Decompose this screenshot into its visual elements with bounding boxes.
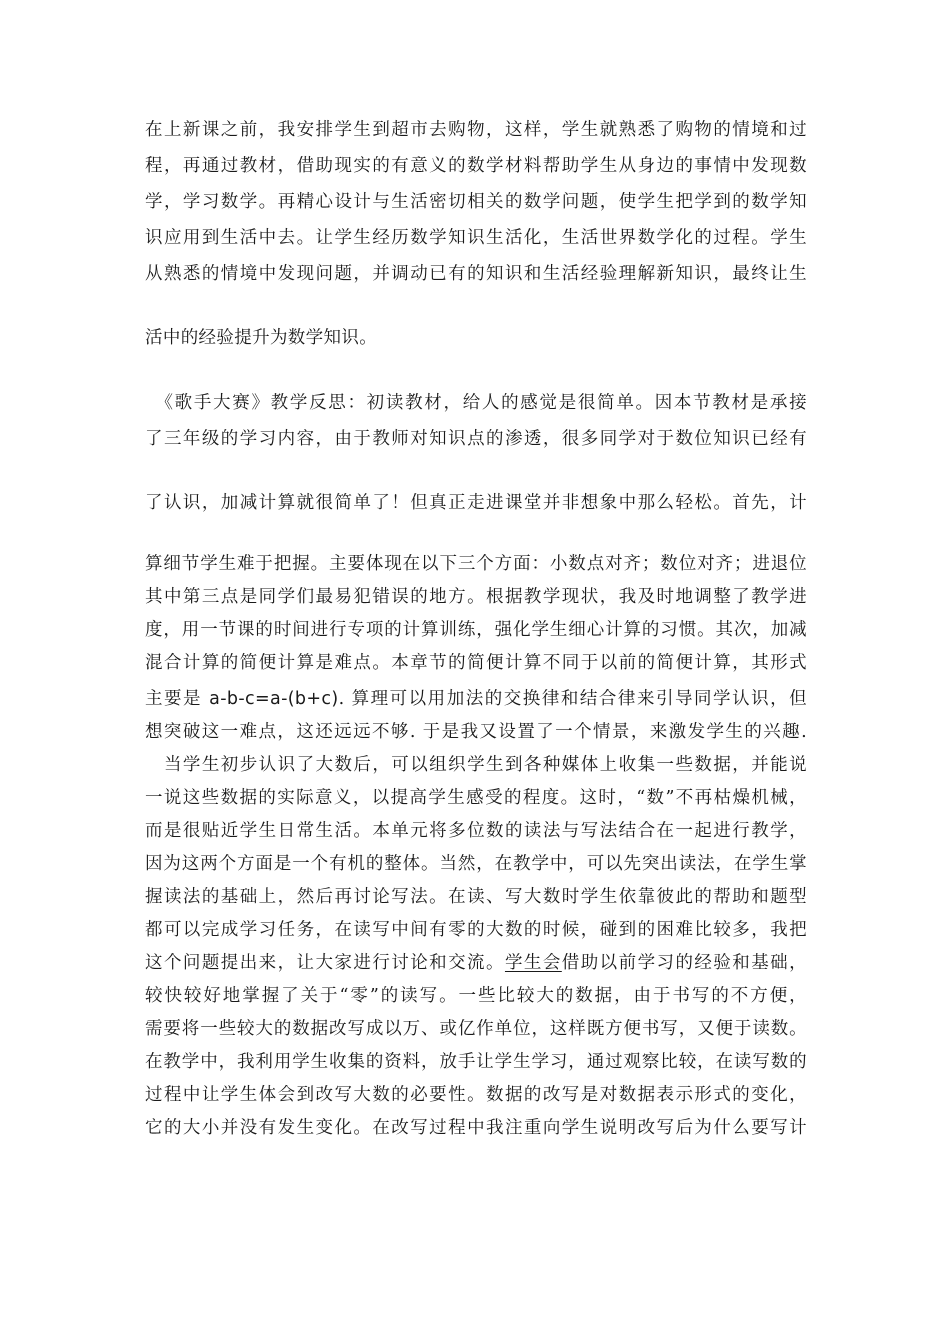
text-line: 了三年级的学习内容，由于教师对知识点的渗透，很多同学对于数位知识已经有 [145,429,807,449]
text-line: 识应用到生活中去。让学生经历数学知识生活化，生活世界数学化的过程。学生 [145,228,807,248]
text-line: 学，学习数学。再精心设计与生活密切相关的数学问题，使学生把学到的数学知 [145,192,807,212]
text-line: 较快较好地掌握了关于“零”的读写。一些比较大的数据，由于书写的不方便， [145,986,807,1006]
text-line: 它的大小并没有发生变化。在改写过程中我注重向学生说明改写后为什么要写计 [145,1118,807,1138]
text-line: 活中的经验提升为数学知识。 [145,328,378,348]
text-line: 算细节学生难于把握。主要体现在以下三个方面：小数点对齐；数位对齐；进退位 [145,554,807,574]
text-line: 混合计算的简便计算是难点。本章节的简便计算不同于以前的简便计算，其形式 [145,653,807,673]
text-line: 《歌手大赛》教学反思：初读教材，给人的感觉是很简单。因本节教材是承接 [145,393,807,413]
text-line: 程，再通过教材，借助现实的有意义的数学材料帮助学生从身边的事情中发现数 [145,156,807,176]
text-line: 了认识，加减计算就很简单了！但真正走进课堂并非想象中那么轻松。首先，计 [145,493,807,513]
text-line: 在教学中，我利用学生收集的资料，放手让学生学习，通过观察比较，在读写数的 [145,1052,807,1072]
underlined-link[interactable]: 学生会 [504,953,562,973]
text-line: 需要将一些较大的数据改写成以万、或亿作单位，这样既方便书写，又便于读数。 [145,1019,807,1039]
text-line [145,688,807,710]
text-segment: 这个问题提出来，让大家进行讨论和交流。 [145,953,505,973]
text-line: 而是很贴近学生日常生活。本单元将多位数的读法与写法结合在一起进行教学， [145,821,807,841]
text-line: 度，用一节课的时间进行专项的计算训练，强化学生细心计算的习惯。其次，加减 [145,620,807,640]
text-line: 其中第三点是同学们最易犯错误的地方。根据教学现状，我及时地调整了教学进 [145,587,807,607]
text-line: 从熟悉的情境中发现问题，并调动已有的知识和生活经验理解新知识，最终让生 [145,264,807,284]
text-line [145,952,807,974]
text-line: 一说这些数据的实际意义，以提高学生感受的程度。这时，“数”不再枯燥机械， [145,788,807,808]
text-segment: . 算理可以用加法的交换律和结合律来引导同学认识，但 [338,689,807,709]
text-line: 过程中让学生体会到改写大数的必要性。数据的改写是对数据表示形式的变化， [145,1085,807,1105]
text-segment: 主要是 [145,689,210,709]
text-line: 在上新课之前，我安排学生到超市去购物，这样，学生就熟悉了购物的情境和过 [145,120,807,140]
formula-text: a-b-c=a-(b+c) [209,689,339,709]
text-line: 因为这两个方面是一个有机的整体。当然，在教学中，可以先突出读法，在学生掌 [145,854,807,874]
text-line: 握读法的基础上，然后再讨论写法。在读、写大数时学生依靠彼此的帮助和题型 [145,887,807,907]
text-line: 都可以完成学习任务，在读写中间有零的大数的时候，碰到的困难比较多，我把 [145,920,807,940]
text-segment: 借助以前学习的经验和基础， [561,953,807,973]
text-line: 当学生初步认识了大数后，可以组织学生到各种媒体上收集一些数据，并能说 [145,755,807,775]
text-line: 想突破这一难点，这还远远不够. 于是我又设置了一个情景，来激发学生的兴趣. [145,722,807,742]
